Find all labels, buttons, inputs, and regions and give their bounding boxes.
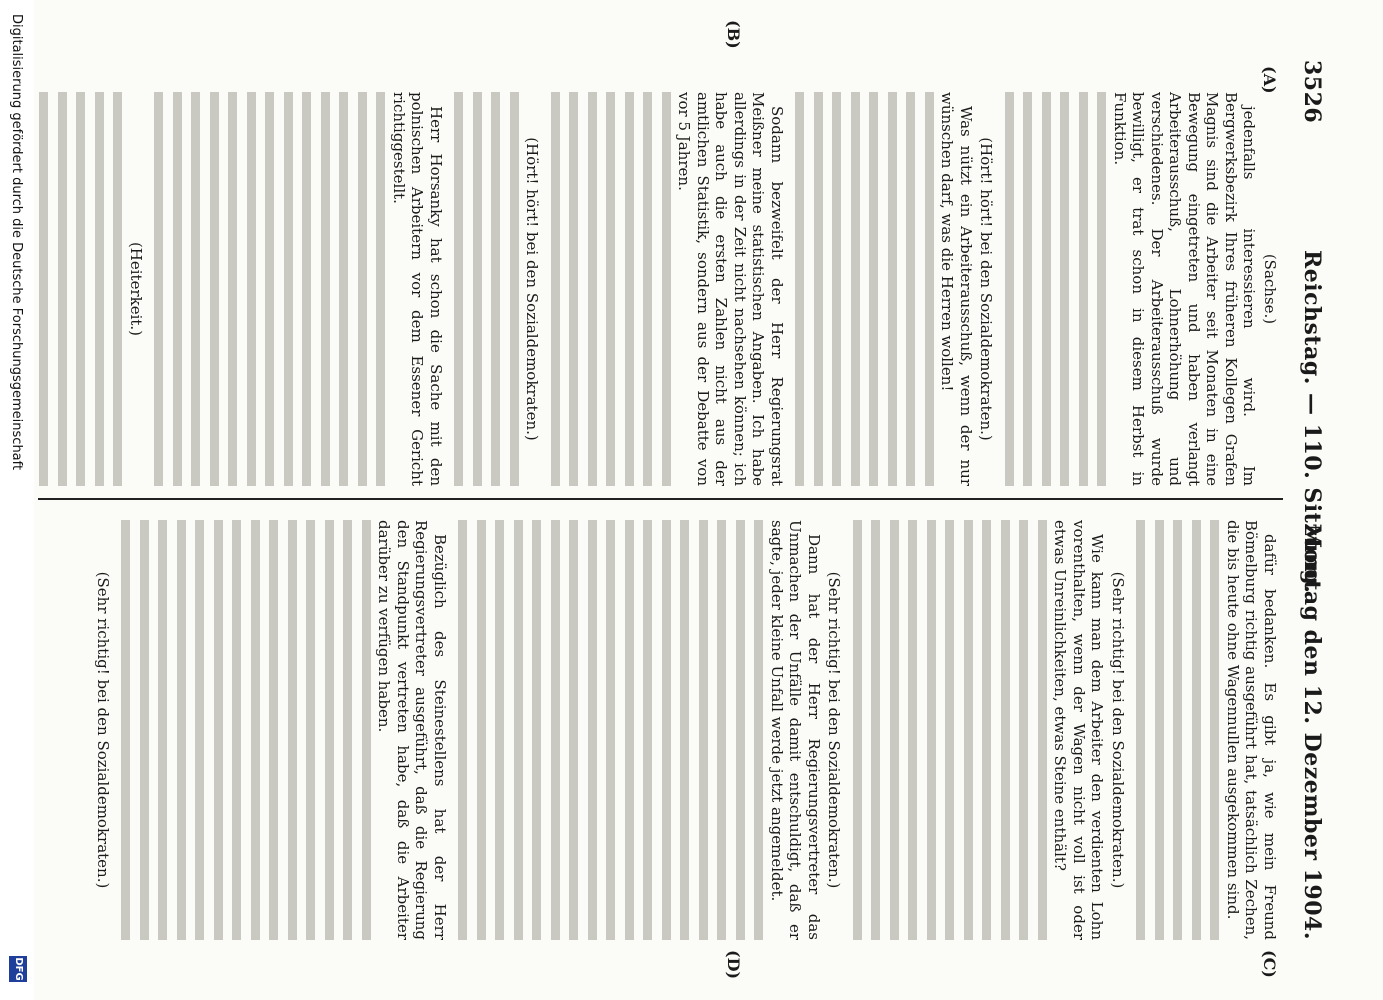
illegible-text-block xyxy=(853,520,1047,940)
interjection: (Sehr richtig! bei den Sozialdemokraten.) xyxy=(825,571,844,889)
interjection: (Sehr richtig! bei den Sozialdemokraten.) xyxy=(94,571,112,889)
illegible-text-block xyxy=(455,92,520,486)
illegible-text-block xyxy=(459,520,764,940)
digitization-credit: Digitalisierung gefördert durch die Deutsche Forschungsgemeinschaft xyxy=(9,14,24,471)
page-number: 3526 xyxy=(1299,60,1325,124)
illegible-text-block xyxy=(1005,92,1107,486)
interjection: (Sehr richtig! bei den Sozialdemokraten.) xyxy=(1109,571,1127,889)
illegible-text-block xyxy=(21,92,123,486)
margin-label-b: (B) xyxy=(724,20,743,49)
margin-label-c: (C) xyxy=(1260,950,1279,978)
paragraph: Wie kann man dem Arbeiter den verdienten Lohn vorenthalten, wenn der Wagen nicht voll ist oder etwas Unreinlichkeiten, etwas Steine enthält? xyxy=(1051,520,1107,940)
paragraph: Dann hat der Herr Regierungsvertreter das Unmachen der Unfälle damit entschuldigt, daß er sagte, jeder kleine Unfall werde jetzt angemeldet. xyxy=(768,520,823,940)
right-column xyxy=(49,520,1279,940)
interjection: (Hört! hört! bei den Sozialdemokraten.) xyxy=(523,137,542,441)
paragraph: Bezüglich des Steinestellens hat der Herr Regierungsvertreter ausgeführt, daß die Regierung den Standpunkt vertreten habe, daß die Arbeiter darüber zu verfügen haben. xyxy=(375,520,449,940)
speaker-tag: (Sachse.) xyxy=(1261,253,1279,325)
column-divider xyxy=(38,498,1283,500)
illegible-text-block xyxy=(155,92,386,486)
interjection: (Heiterkeit.) xyxy=(127,241,145,337)
interjection: (Hört! hört! bei den Sozialdemokraten.) xyxy=(977,137,996,441)
running-header xyxy=(1291,60,1325,940)
illegible-text-block xyxy=(122,520,372,940)
margin-label-a: (A) xyxy=(1260,66,1279,94)
illegible-text-block xyxy=(551,92,671,486)
margin-label-d: (D) xyxy=(724,950,743,980)
header-title: Reichstag. — 110. Sitzung. xyxy=(1299,250,1325,594)
paragraph: dafür bedanken. Es gibt ja, wie mein Freund Bömelburg richtig ausgeführt hat, tatsächlich Zechen, die bis heute ohne Wagennullen ausgekommen sind. xyxy=(1224,520,1279,940)
left-column xyxy=(49,66,1279,486)
paragraph: jedenfalls interessieren wird. Im Bergwerksbezirk Ihres früheren Kollegen Grafen Magnis sind die Arbeiter seit Monaten in eine Bewegung eingetreten und haben verlangt Arbeiterausschuß, Lohnerhöhung und verschiedenes. Der Arbeiterausschuß wurde bewilligt, er trat schon in diesem Herbst in Funktion. xyxy=(1111,92,1259,486)
paragraph: Herr Horsanky hat schon die Sache mit den polnischen Arbeitern vor dem Essener Gericht richtiggestellt. xyxy=(390,92,445,486)
header-date: Montag den 12. Dezember 1904. xyxy=(1299,523,1325,940)
footer-bar xyxy=(0,0,34,1000)
paragraph: Was nützt ein Arbeiterausschuß, wenn der nur wünschen darf, was die Herren wollen! xyxy=(938,92,975,486)
paragraph: Sodann bezweifelt der Herr Regierungsrat Meißner meine statistischen Angaben. Ich habe allerdings in der Zeit nicht nachsehen können; ich habe auch die ersten Zahlen nicht aus der amtlichen Statistik, sondern aus der Debatte von vor 5 Jahren. xyxy=(675,92,786,486)
dfg-logo: DFG xyxy=(9,956,27,982)
illegible-text-block xyxy=(1137,520,1220,940)
illegible-text-block xyxy=(796,92,935,486)
